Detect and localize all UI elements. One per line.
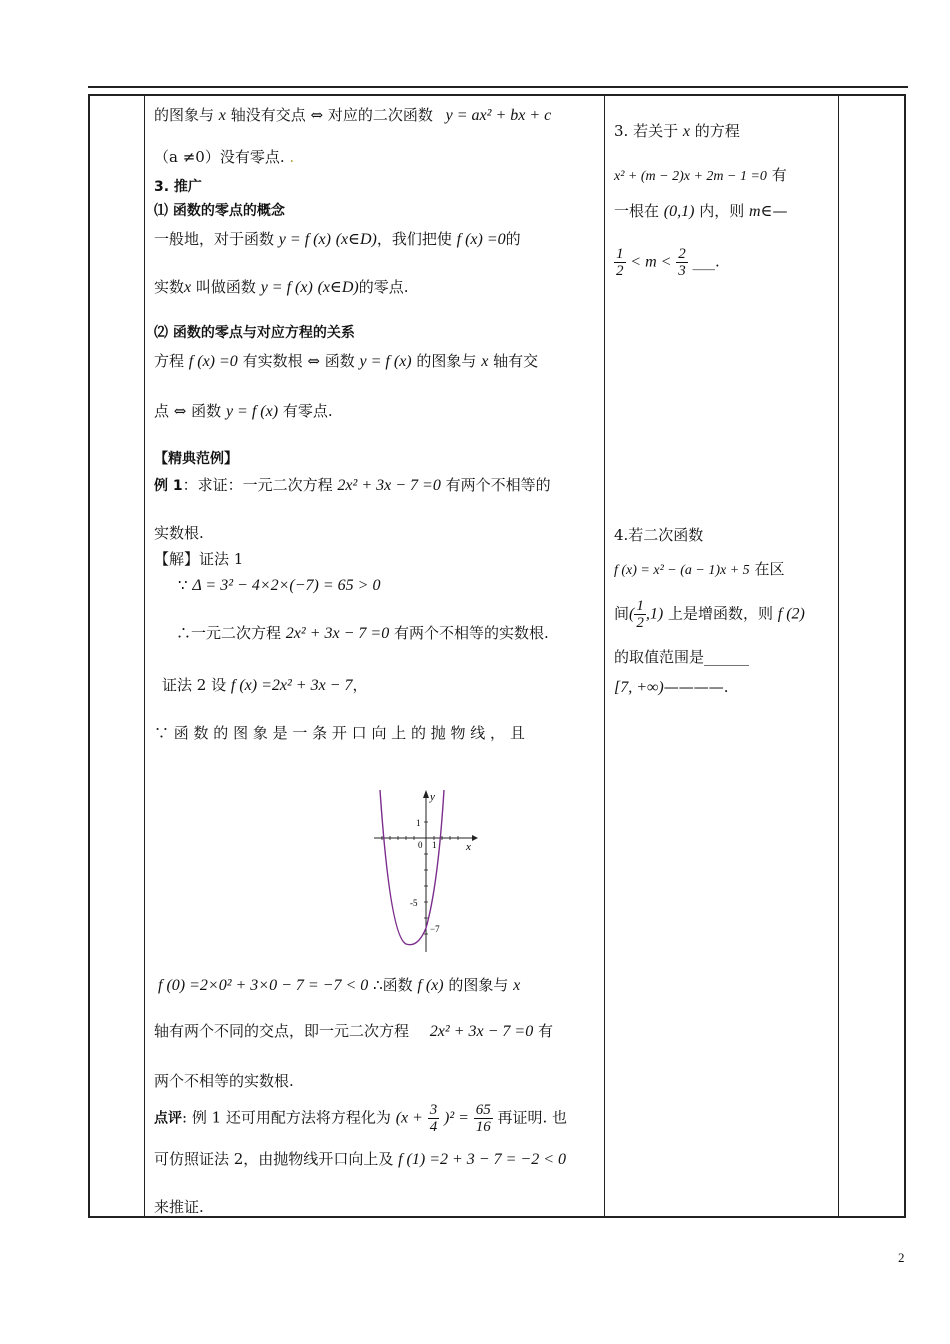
text: 有实数根 — [242, 352, 303, 370]
text: 有两个不相等的实数根. — [393, 624, 549, 642]
formula: f (0) =2×0² + 3×0 − 7 = −7 < 0 — [158, 977, 369, 994]
tick-label: 1 — [416, 818, 421, 828]
formula: f (x) = x² − (a − 1)x + 5 — [614, 563, 750, 578]
text: 有 — [537, 1022, 553, 1040]
text: 函数 — [324, 352, 355, 370]
denominator: 3 — [678, 263, 686, 279]
formula: 2x² + 3x − 7 =0 — [285, 625, 390, 642]
y-axis-arrow — [423, 790, 429, 798]
formula: (x + — [395, 1109, 423, 1127]
formula: < m < — [630, 253, 672, 271]
iff-symbol: ⇔ — [173, 402, 187, 420]
header-rule — [88, 86, 908, 88]
discriminant-formula: Δ = 3² − 4×2×(−7) = 65 > 0 — [192, 577, 381, 594]
y-axis-label: y — [430, 791, 435, 803]
text: ：求证：一元二次方程 — [182, 476, 333, 494]
zero-concept-line-1 — [154, 228, 521, 249]
example-header: 【精典范例】 — [154, 451, 238, 467]
formula: x² + (m − 2)x + 2m − 1 =0 — [614, 169, 767, 184]
text: 来推证. — [154, 1198, 204, 1216]
text: : 例 1 还可用配方法将方程化为 — [182, 1108, 391, 1127]
text: （a ≠0）没有零点. — [154, 148, 285, 166]
formula: y = f (x) — [260, 279, 313, 296]
text: ， — [352, 676, 368, 694]
text: 两个不相等的实数根. — [154, 1072, 294, 1090]
f0-line — [158, 974, 520, 995]
math-x: x — [184, 279, 192, 296]
formula: f (x) =2x² + 3x − 7 — [230, 677, 353, 694]
q3-line-3 — [614, 200, 787, 221]
math-x: x — [682, 123, 690, 140]
formula: y = f (x) — [359, 353, 412, 370]
formula: (x∈D) — [317, 279, 359, 296]
text: 有 — [771, 166, 787, 184]
iff-symbol: ⇔ — [307, 352, 320, 370]
text: 的零点. — [358, 278, 409, 296]
axis-line — [154, 1020, 553, 1041]
zero-concept-line-2 — [154, 276, 409, 297]
q4-answer — [614, 678, 729, 697]
text: 点 — [154, 402, 170, 420]
discriminant-line — [178, 576, 380, 595]
answer: [7, +∞) — [614, 679, 664, 696]
text: 内，则 — [699, 202, 745, 220]
text: ∴一元二次方程 — [176, 624, 282, 642]
remark-line-1 — [154, 1102, 567, 1135]
text: 有零点. — [282, 402, 333, 420]
tick-label: 1 — [432, 840, 437, 850]
formula: )² = — [443, 1109, 469, 1127]
q3-answer — [614, 246, 720, 279]
tick-label: -5 — [410, 898, 418, 908]
fraction — [676, 246, 688, 279]
text: 间 — [614, 604, 630, 623]
proof-2-line — [162, 674, 367, 695]
q3-line-2 — [614, 164, 787, 185]
math-x: x — [513, 977, 521, 994]
conclusion-line — [176, 622, 549, 643]
text: 3. 若关于 — [614, 122, 679, 140]
iff-symbol: ⇔ — [310, 106, 324, 124]
numerator: 2 — [678, 246, 686, 262]
text: 方程 — [154, 352, 185, 370]
x-axis-arrow — [472, 835, 478, 841]
text: 的图象与 — [154, 106, 215, 124]
denominator: 16 — [475, 1119, 491, 1135]
text: 的 — [505, 230, 521, 248]
fraction — [474, 1102, 493, 1135]
formula: ( — [629, 605, 635, 623]
text: 实数根. — [154, 524, 204, 542]
formula: y = f (x) — [225, 403, 279, 420]
text: 上是增函数，则 — [667, 604, 773, 623]
formula: y = f (x) — [278, 231, 331, 248]
denominator: 2 — [616, 263, 624, 279]
formula: f (x) — [417, 977, 444, 994]
page-number: 2 — [898, 1250, 905, 1265]
line-no-intersection — [154, 104, 551, 125]
tick-label: −7 — [430, 924, 440, 934]
text: ∴函数 — [373, 976, 413, 994]
text: 叫做函数 — [195, 278, 256, 296]
formula: 2x² + 3x − 7 =0 — [337, 477, 441, 494]
formula: (0,1) — [663, 203, 695, 220]
numerator: 1 — [636, 598, 644, 614]
condition-line — [154, 146, 294, 167]
subsection-title: ⑵ 函数的零点与对应方程的关系 — [154, 325, 355, 341]
text: 实数 — [154, 278, 185, 296]
text: 4.若二次函数 — [614, 526, 704, 544]
text: 对应的二次函数 — [327, 106, 433, 124]
tick-label: 0 — [418, 840, 423, 850]
text: 的图象与 — [448, 976, 509, 994]
column-divider-1 — [144, 94, 145, 1218]
text: ∵ 函 数 的 图 象 是 一 条 开 口 向 上 的 抛 物 线 ， 且 — [154, 724, 525, 742]
formula: m∈ — [749, 203, 773, 220]
fraction — [428, 1102, 440, 1135]
text: 的图象与 — [416, 352, 477, 370]
text: ———— — [663, 678, 724, 696]
parabola-graph — [372, 786, 482, 956]
text: 函数 — [191, 402, 222, 420]
section-title: 3. 推广 — [154, 179, 202, 195]
formula: 2x² + 3x − 7 =0 — [429, 1023, 534, 1040]
q3-line-1 — [614, 120, 740, 141]
numerator: 65 — [475, 1102, 491, 1118]
formula: f (x) =0 — [456, 231, 506, 248]
example-1-line — [154, 474, 551, 495]
formula: f (x) =0 — [188, 353, 238, 370]
column-divider-3 — [838, 94, 839, 1218]
quadratic-formula: y = ax² + bx + c — [445, 107, 552, 124]
parabola-curve — [380, 790, 444, 945]
numerator: 1 — [616, 246, 624, 262]
text: 有两个不相等的 — [445, 476, 551, 494]
text: 在区 — [754, 560, 785, 578]
relation-line-1 — [154, 350, 538, 371]
text: 一般地，对于函数 — [154, 230, 275, 248]
text: ___. — [692, 252, 720, 271]
q4-line-2 — [614, 558, 784, 579]
right-column — [612, 96, 834, 1216]
column-divider-2 — [604, 94, 605, 1218]
text: 轴有交 — [493, 352, 539, 370]
example-label: 例 1 — [154, 478, 183, 494]
text: 的方程 — [694, 122, 740, 140]
remark-label: 点评 — [154, 1110, 182, 1127]
solution-label: 【解】证法 1 — [154, 550, 244, 568]
denominator: 2 — [636, 615, 644, 631]
denominator: 4 — [429, 1119, 438, 1135]
remark-line-2 — [154, 1148, 566, 1169]
text: 一根在 — [614, 202, 660, 220]
text: ，我们把使 — [376, 230, 452, 248]
text: 轴没有交点 — [230, 106, 306, 124]
ticks — [382, 822, 458, 934]
text: 轴有两个不同的交点，即一元二次方程 — [154, 1022, 410, 1040]
text: 的取值范围是 — [614, 648, 705, 666]
subsection-title: ⑴ 函数的零点的概念 — [154, 203, 285, 219]
formula: f (2) — [777, 605, 805, 623]
formula: ,1) — [645, 605, 664, 623]
text: . — [723, 678, 729, 696]
fraction — [634, 598, 646, 631]
q4-line-4 — [614, 646, 749, 667]
numerator: 3 — [429, 1102, 438, 1118]
mark-dot: . — [284, 148, 295, 166]
text: 再证明. 也 — [497, 1108, 568, 1127]
relation-line-2 — [154, 400, 333, 421]
text: 证法 2 设 — [162, 676, 227, 694]
text: 可仿照证法 2，由抛物线开口向上及 — [154, 1150, 394, 1168]
math-x: x — [218, 107, 226, 124]
because-symbol: ∵ — [178, 576, 188, 594]
text: — — [772, 202, 788, 220]
formula: (x∈D) — [335, 231, 377, 248]
main-column — [154, 96, 600, 1216]
x-axis-label: x — [466, 841, 471, 853]
q4-line-3 — [614, 598, 805, 631]
formula: f (1) =2 + 3 − 7 = −2 < 0 — [398, 1151, 566, 1168]
fraction — [614, 246, 626, 279]
math-x: x — [481, 353, 489, 370]
blank: ______ — [704, 648, 750, 666]
